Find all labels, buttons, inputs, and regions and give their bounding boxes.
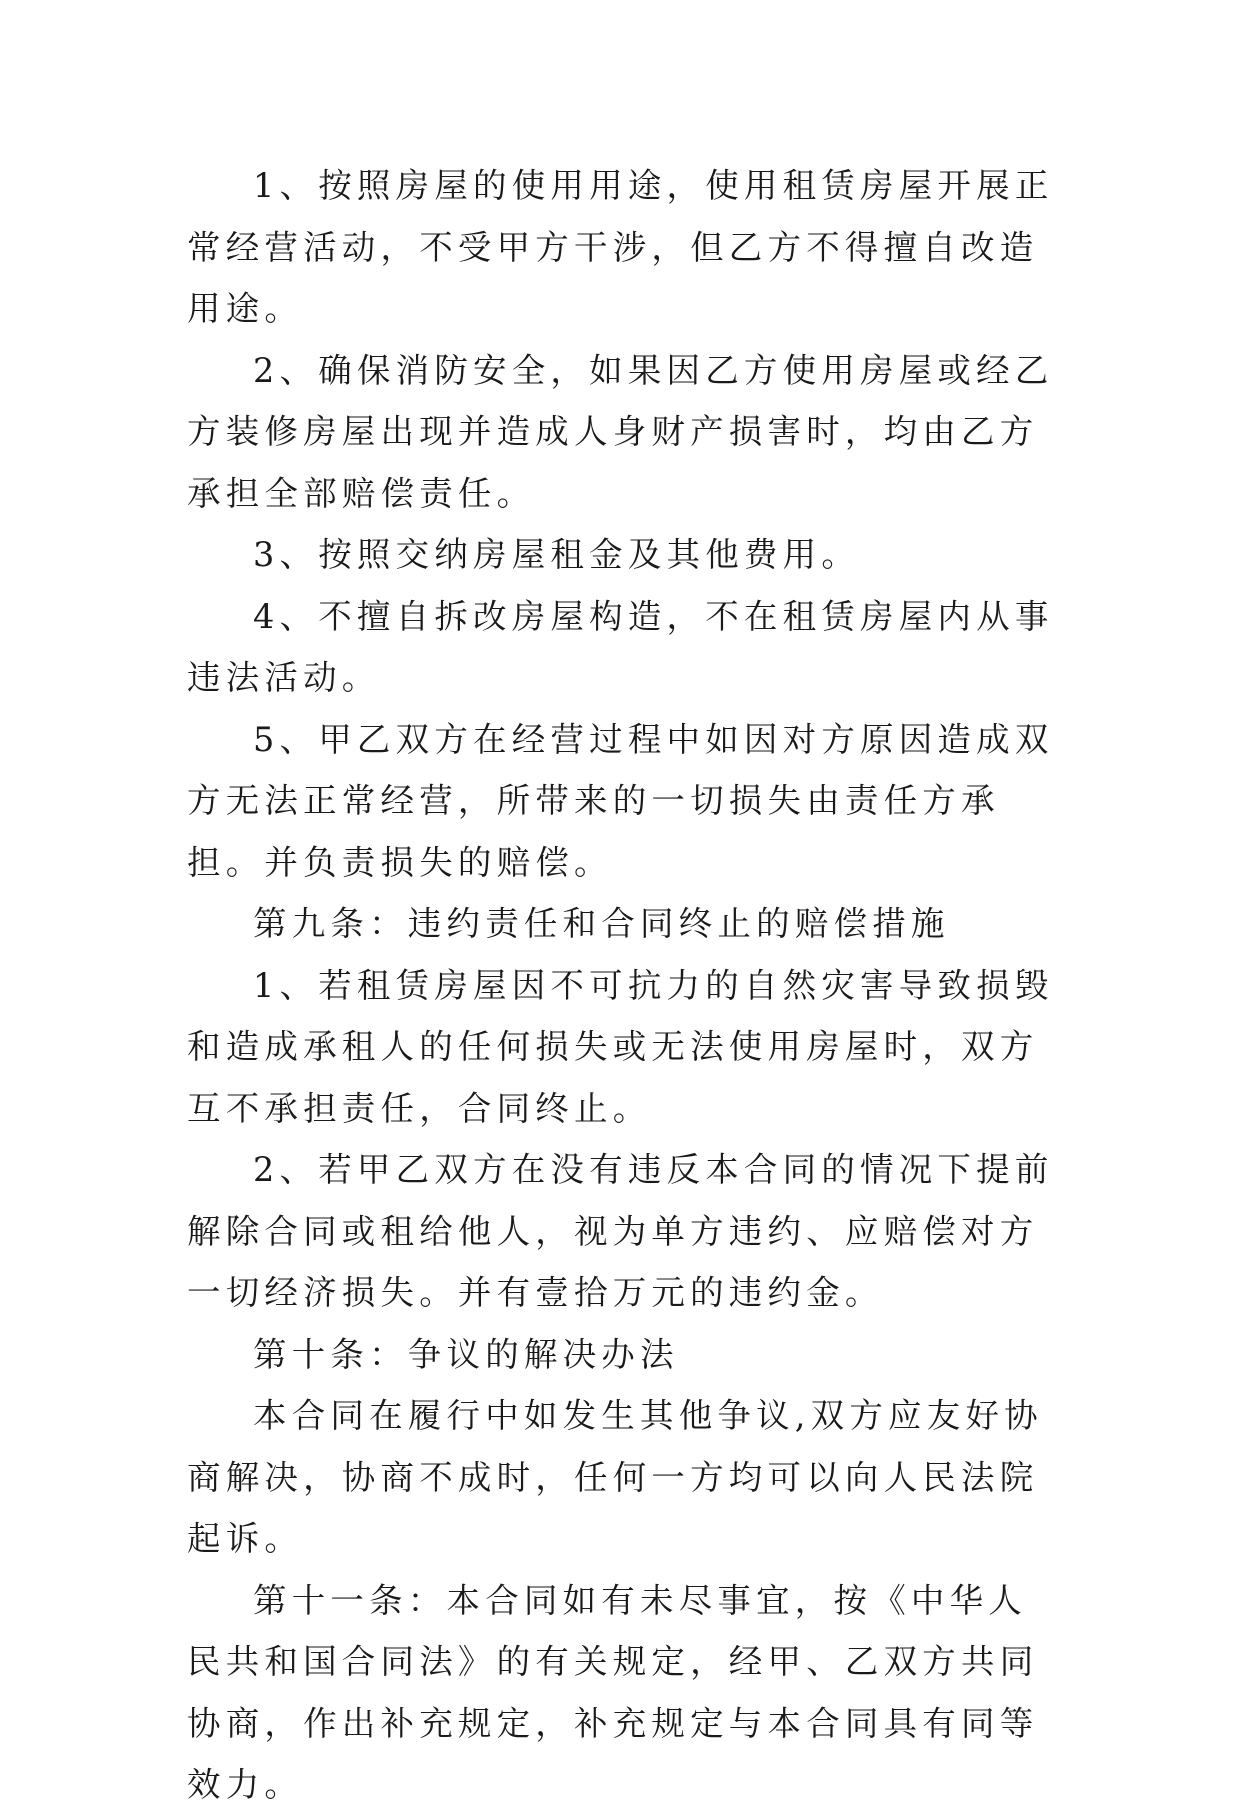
clause-item-5: 5、甲乙双方在经营过程中如因对方原因造成双方无法正常经营，所带来的一切损失由责任方承担。并负责损失的赔偿。: [187, 719, 1054, 882]
article-9-item-2: 2、若甲乙双方在没有违反本合同的情况下提前解除合同或租给他人，视为单方违约、应赔偿对方一切经济损失。并有壹拾万元的违约金。: [187, 1150, 1054, 1312]
article-11-body: 第十一条：本合同如有未尽事宜，按《中华人民共和国合同法》的有关规定，经甲、乙双方共同协商，作出补充规定，补充规定与本合同具有同等效力。: [187, 1580, 1039, 1804]
article-10-body: 本合同在履行中如发生其他争议,双方应友好协商解决，协商不成时，任何一方均可以向人民法院起诉。: [187, 1396, 1043, 1558]
article-9-item-1: 1、若租赁房屋因不可抗力的自然灾害导致损毁和造成承租人的任何损失或无法使用房屋时，双方互不承担责任，合同终止。: [187, 965, 1054, 1128]
clause-item-2: 2、确保消防安全，如果因乙方使用房屋或经乙方装修房屋出现并造成人身财产损害时，均由乙方承担全部赔偿责任。: [187, 350, 1054, 513]
article-10-heading: 第十条：争议的解决办法: [253, 1334, 679, 1374]
document-body: [187, 155, 1057, 1816]
clause-item-3: 3、按照交纳房屋租金及其他费用。: [253, 535, 861, 574]
article-9-heading: 第九条：违约责任和合同终止的赔偿措施: [253, 904, 950, 943]
clause-item-1: 1、按照房屋的使用用途，使用租赁房屋开展正常经营活动，不受甲方干涉，但乙方不得擅自改造用途。: [187, 166, 1054, 328]
clause-item-4: 4、不擅自拆改房屋构造，不在租赁房屋内从事违法活动。: [187, 596, 1054, 697]
